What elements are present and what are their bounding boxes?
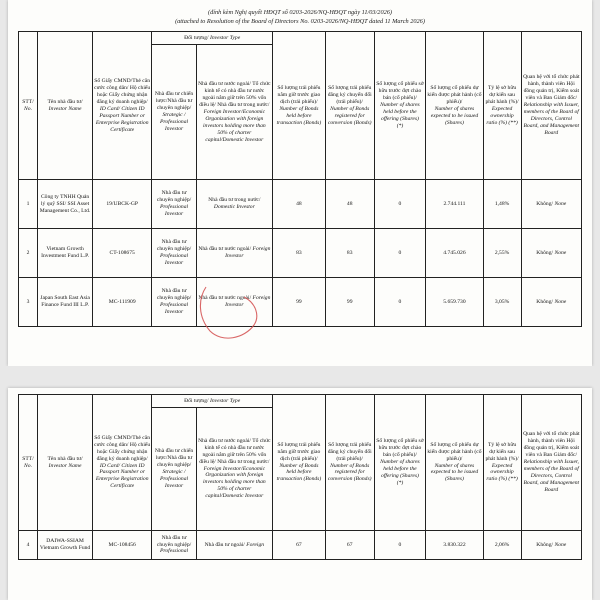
investor-table-bottom: [18, 394, 582, 560]
header-investor-name: Tên nhà đầu tư/ Investor Name: [38, 395, 93, 531]
header-bonds-registered: Số lượng trái phiếu đăng ký chuyển đổi (trái phiếu)/ Number of Bonds registered for conversion (Bonds): [325, 32, 374, 180]
cell-ownership-ratio: 1,48%: [483, 180, 521, 229]
cell-bonds-registered: 83: [325, 229, 374, 278]
header-shares-expected: Số lượng cổ phiếu dự kiến được phát hành (cổ phiếu)/ Number of shares expected to be issued (Shares): [426, 395, 483, 531]
cell-shares-expected: 2.744.111: [426, 180, 483, 229]
cell-foreign-domestic: Nhà đầu tư nước ngoài/ Foreign Investor: [196, 229, 272, 278]
table-row: [19, 531, 582, 560]
cell-bonds-registered: 67: [325, 531, 374, 560]
cell-bonds-before: 67: [272, 531, 325, 560]
cell-id-number: MC-108456: [93, 531, 152, 560]
header-id-number: Số Giấy CMND/Thẻ căn cước công dân/ Hộ chiếu hoặc Giấy chứng nhận đăng ký doanh nghiệp/ ID Card/ Citizen ID Passport Number or Enterprise Registration Certificate: [93, 395, 152, 531]
cell-ownership-ratio: 2,55%: [483, 229, 521, 278]
header-stt: STT/ No.: [19, 32, 38, 180]
header-note-line-1: (đính kèm Nghị quyết HĐQT số 0203-2026/NQ-HĐQT ngày 11/03/2026): [208, 9, 392, 16]
cell-stt: 1: [19, 180, 38, 229]
cell-id-number: CT-108675: [93, 229, 152, 278]
cell-bonds-registered: 48: [325, 180, 374, 229]
cell-foreign-domestic: Nhà đầu tư trong nước/ Domestic Investor: [196, 180, 272, 229]
cell-bonds-registered: 99: [325, 278, 374, 327]
header-strategic-professional: Nhà đầu tư chiến lược/Nhà đầu tư chuyên nghiệp/ Strategic / Professional Investor: [152, 45, 196, 180]
table-group-header-row: [19, 32, 582, 45]
cell-relationship: Không/ None: [521, 180, 581, 229]
cell-shares-before: 0: [374, 229, 426, 278]
header-foreign-domestic: Nhà đầu tư nước ngoài/ Tổ chức kinh tế có nhà đầu tư nước ngoài nắm giữ trên 50% vốn điều lệ/ Nhà đầu tư trong nước/ Foreign Investor/Economic Organization with foreign investors holding more than 50% of charter capital/Domestic Investor: [196, 408, 272, 531]
header-id-number: Số Giấy CMND/Thẻ căn cước công dân/ Hộ chiếu hoặc Giấy chứng nhận đăng ký doanh nghiệp/ ID Card/ Citizen ID Passport Number or Enterprise Registration Certificate: [93, 32, 152, 180]
cell-foreign-domestic: Nhà đầu tư ngoài/ Foreign: [196, 531, 272, 560]
cell-investor-name: Japan South East Asia Finance Fund III L.P.: [38, 278, 93, 327]
table-group-header-row: [19, 395, 582, 408]
cell-strategic-professional: Nhà đầu tư chuyên nghiệp/ Professional Investor: [152, 278, 196, 327]
scanned-page-top: [8, 0, 592, 366]
cell-investor-name: Vietnam Growth Investment Fund L.P.: [38, 229, 93, 278]
scanned-page-bottom: [8, 388, 592, 600]
cell-shares-before: 0: [374, 531, 426, 560]
investor-table-top: [18, 31, 582, 327]
cell-investor-name: DAIWA-SSIAM Vietnam Growth Fund: [38, 531, 93, 560]
cell-shares-expected: 5.659.730: [426, 278, 483, 327]
header-shares-before: Số lượng cổ phiếu sở hữu trước đợt chào bán (cổ phiếu)/ Number of shares held before the offering (Shares) (*): [374, 32, 426, 180]
header-investor-type-group: Đối tượng/ Investor Type: [152, 395, 273, 408]
cell-strategic-professional: Nhà đầu tư chuyên nghiệp/ Professional Investor: [152, 180, 196, 229]
header-relationship: Quan hệ với tổ chức phát hành, thành viên Hội đồng quản trị, Kiểm soát viên và Ban Giám đốc/ Relationship with Issuer, members of the Board of Directors, Control Board, and Management Board: [521, 395, 581, 531]
header-note-line-2: (attached to Resolution of the Board of Directors No. 0203-2026/NQ-HĐQT dated 11 March 2026): [175, 18, 425, 26]
cell-relationship: Không/ None: [521, 278, 581, 327]
cell-relationship: Không/ None: [521, 531, 581, 560]
cell-bonds-before: 99: [272, 278, 325, 327]
cell-ownership-ratio: 2,06%: [483, 531, 521, 560]
header-investor-name: Tên nhà đầu tư/ Investor Name: [38, 32, 93, 180]
cell-stt: 4: [19, 531, 38, 560]
header-ownership-ratio: Tỷ lệ sở hữu dự kiến sau phát hành (%)/ Expected ownership ratio (%) (**): [483, 395, 521, 531]
header-ownership-ratio: Tỷ lệ sở hữu dự kiến sau phát hành (%)/ Expected ownership ratio (%) (**): [483, 32, 521, 180]
table-row: [19, 180, 582, 229]
page-separator: [0, 366, 600, 388]
cell-shares-before: 0: [374, 180, 426, 229]
header-bonds-registered: Số lượng trái phiếu đăng ký chuyển đổi (trái phiếu)/ Number of Bonds registered for conversion (Bonds): [325, 395, 374, 531]
cell-shares-expected: 4.745.026: [426, 229, 483, 278]
cell-relationship: Không/ None: [521, 229, 581, 278]
header-bonds-before: Số lượng trái phiếu nắm giữ trước giao dịch (trái phiếu)/ Number of Bonds held before transaction (Bonds): [272, 32, 325, 180]
cell-strategic-professional: Nhà đầu tư chuyên nghiệp/ Professional Investor: [152, 229, 196, 278]
header-shares-expected: Số lượng cổ phiếu dự kiến được phát hành (cổ phiếu)/ Number of shares expected to be issued (Shares): [426, 32, 483, 180]
cell-foreign-domestic: Nhà đầu tư nước ngoài/ Foreign Investor: [196, 278, 272, 327]
document-header-note: [18, 8, 582, 26]
header-stt: STT/ No.: [19, 395, 38, 531]
cell-ownership-ratio: 3,05%: [483, 278, 521, 327]
cell-id-number: MC-111909: [93, 278, 152, 327]
header-foreign-domestic: Nhà đầu tư nước ngoài/ Tổ chức kinh tế có nhà đầu tư nước ngoài nắm giữ trên 50% vốn điều lệ/ Nhà đầu tư trong nước/ Foreign Investor/Economic Organization with foreign investors holding more than 50% of charter capital/Domestic Investor: [196, 45, 272, 180]
header-shares-before: Số lượng cổ phiếu sở hữu trước đợt chào bán (cổ phiếu)/ Number of shares held before the offering (Shares) (*): [374, 395, 426, 531]
table-row: [19, 278, 582, 327]
cell-stt: 2: [19, 229, 38, 278]
cell-shares-expected: 3.830.322: [426, 531, 483, 560]
header-strategic-professional: Nhà đầu tư chiến lược/Nhà đầu tư chuyên nghiệp/ Strategic / Professional Investor: [152, 408, 196, 531]
cell-shares-before: 0: [374, 278, 426, 327]
header-relationship: Quan hệ với tổ chức phát hành, thành viên Hội đồng quản trị, Kiểm soát viên và Ban Giám đốc/ Relationship with Issuer, members of the Board of Directors, Control Board, and Management Board: [521, 32, 581, 180]
cell-stt: 3: [19, 278, 38, 327]
cell-id-number: 19/UBCK-GP: [93, 180, 152, 229]
cell-strategic-professional: Nhà đầu tư chuyên nghiệp/ Professional: [152, 531, 196, 560]
cell-investor-name: Công ty TNHH Quản lý quỹ SSI/ SSI Asset Management Co., Ltd.: [38, 180, 93, 229]
header-bonds-before: Số lượng trái phiếu nắm giữ trước giao dịch (trái phiếu)/ Number of Bonds held before transaction (Bonds): [272, 395, 325, 531]
table-row: [19, 229, 582, 278]
header-investor-type-group: Đối tượng/ Investor Type: [152, 32, 273, 45]
cell-bonds-before: 48: [272, 180, 325, 229]
cell-bonds-before: 83: [272, 229, 325, 278]
